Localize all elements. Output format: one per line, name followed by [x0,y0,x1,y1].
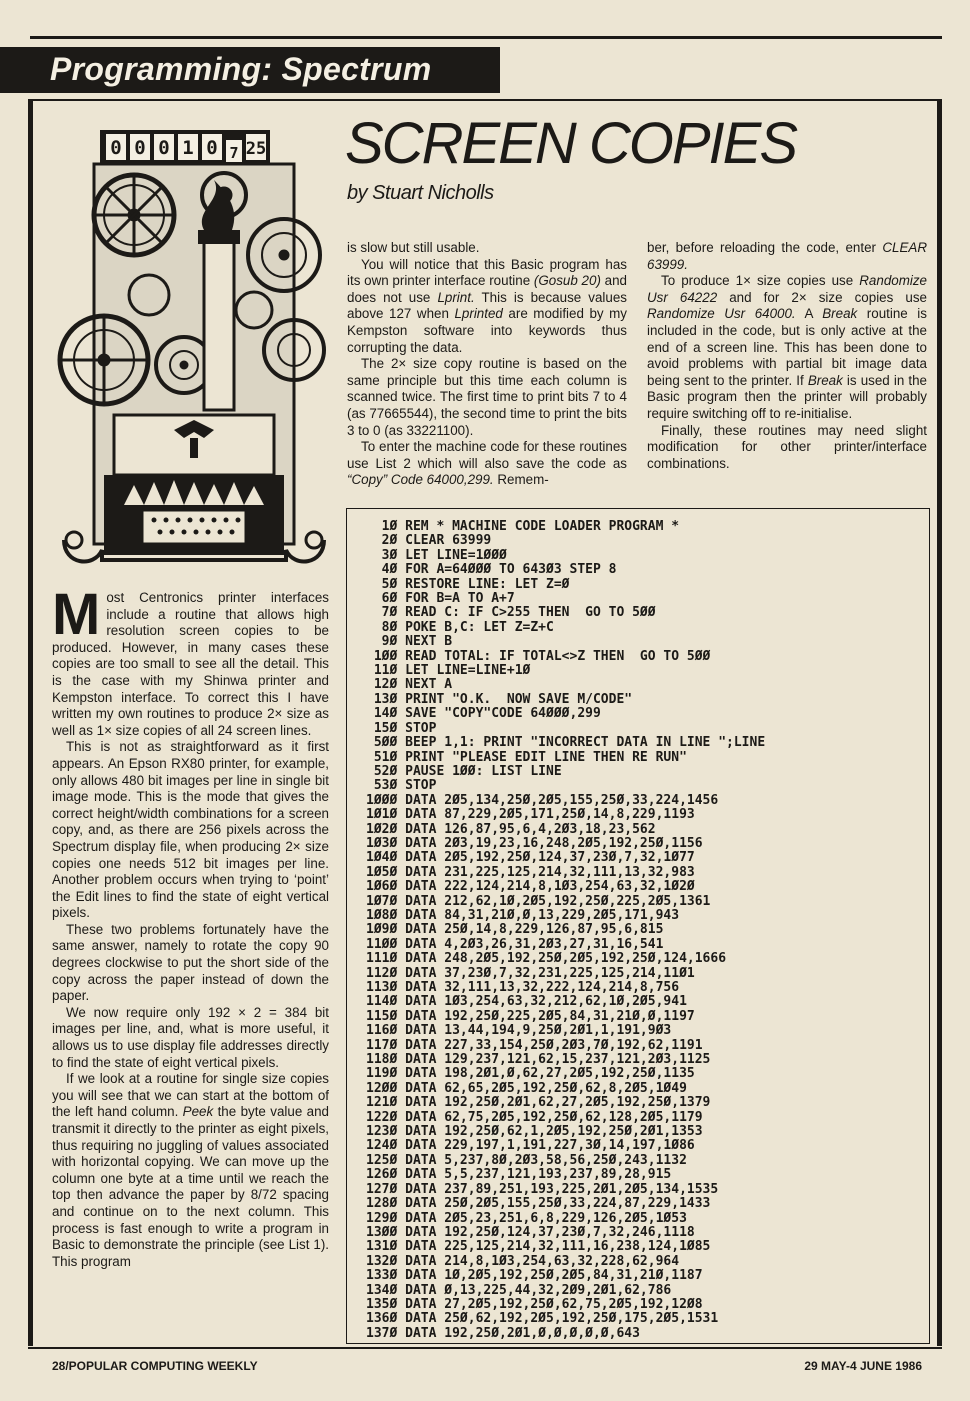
code-line: 111Ø DATA 248,2Ø5,192,25Ø,2Ø5,192,25Ø,124,1666 [366,951,727,967]
paragraph-text: A [795,306,823,322]
code-line: 118Ø DATA 129,237,121,62,15,237,121,2Ø3,1125 [366,1052,711,1068]
emphasis-text: Randomize Usr 64000. [647,306,796,322]
paragraph [52,582,329,739]
paragraph: These two problems fortunately have the same answer, namely to rotate the copy 90 degrees clockwise to put the short side of the copy across the paper instead of down the paper. [52,921,329,1004]
code-line: 8Ø POKE B,C: LET Z=Z+C [366,619,554,635]
code-line: 115Ø DATA 192,25Ø,225,2Ø5,84,31,21Ø,Ø,1197 [366,1008,695,1024]
counter-digit: 0 [110,137,122,159]
section-header: Programming: Spectrum [50,51,432,87]
code-line: 122Ø DATA 62,75,2Ø5,192,25Ø,62,128,2Ø5,1179 [366,1109,703,1125]
code-line: 124Ø DATA 229,197,1,191,227,3Ø,14,197,1Ø86 [366,1138,695,1154]
code-line: 9Ø NEXT B [366,634,453,650]
article-title: SCREEN COPIES [345,111,796,176]
code-line: 121Ø DATA 192,25Ø,2Ø1,62,27,2Ø5,192,25Ø,1379 [366,1095,711,1111]
emphasis-text: Randomize Usr 64222 [647,273,927,305]
code-line: 1Ø8Ø DATA 84,31,21Ø,Ø,13,229,2Ø5,171,943 [366,907,680,923]
paragraph-text: ost Centronics printer interfaces include a routine that allows high resolution screen copies to be produced. However, in many cases these copies are too small to see all the detail. This is the case with my Shinwa printer and Kempston interface. To correct this I have written my own routines to produce 2× size as well as 1× size copies of all 24 screen lines. [52,590,329,738]
code-line: 134Ø DATA Ø,13,225,44,32,2Ø9,2Ø1,62,786 [366,1282,672,1298]
emphasis-text: (Gosub 20) [533,273,601,289]
code-line: 1Ø2Ø DATA 126,87,95,6,4,2Ø3,18,23,562 [366,821,656,837]
code-line: 14Ø SAVE "COPY"CODE 64ØØØ,299 [366,706,601,722]
code-line: 1ØØØ DATA 2Ø5,134,25Ø,2Ø5,155,25Ø,33,224,1456 [366,792,719,808]
code-line: 11Ø LET LINE=LINE+1Ø [366,663,531,679]
paragraph-text: the byte value and transmit it directly to the printer as eight pixels, thus requiring no juggling of values associated with horizontal copying. We can move up the column one byte at a time until we reach the top then advance the paper by 8/72 spacing and continue on to the next column. This process is fast enough to write a program in Basic to demonstrate the principle (see List 1). This program [52,1104,329,1269]
code-line: 1Ø7Ø DATA 212,62,1Ø,2Ø5,192,25Ø,225,2Ø5,1361 [366,893,711,909]
code-line: 4Ø FOR A=64ØØØ TO 643Ø3 STEP 8 [366,562,617,578]
counter-digit: 0 [134,137,146,159]
footer-page-info: 28/POPULAR COMPUTING WEEKLY [52,1359,258,1373]
paragraph-text: If we look at a routine for single size copies you will see that we can start at the bottom of the left hand column. [52,1071,329,1120]
code-listing [366,520,926,1341]
code-line: 127Ø DATA 237,89,251,193,225,2Ø1,2Ø5,134,1535 [366,1181,719,1197]
paragraph-text: is used in the Basic program then the printer will probably require switching off to re-initialise. [647,372,927,421]
paragraph-text: You will notice that this Basic program has its own printer interface routine [347,256,627,289]
paragraph-text: To produce 1× size copies use [661,273,860,289]
column-1 [52,582,329,1270]
code-line: 1Ø REM * MACHINE CODE LOADER PROGRAM * [366,519,680,534]
code-line: 132Ø DATA 214,8,1Ø3,254,63,32,228,62,964 [366,1253,680,1269]
code-line: 114Ø DATA 1Ø3,254,63,32,212,62,1Ø,2Ø5,941 [366,994,687,1010]
paragraph [347,257,627,357]
emphasis-text: Peek [182,1104,214,1120]
code-line: 11ØØ DATA 4,2Ø3,26,31,2Ø3,27,31,16,541 [366,936,664,952]
code-line: 13Ø PRINT "O.K. NOW SAVE M/CODE" [366,691,633,707]
code-line: 133Ø DATA 1Ø,2Ø5,192,25Ø,2Ø5,84,31,21Ø,1187 [366,1268,703,1284]
code-line: 112Ø DATA 37,23Ø,7,32,231,225,125,214,11Ø1 [366,965,695,981]
frame-top-rule [28,99,942,101]
code-line: 5Ø RESTORE LINE: LET Z=Ø [366,576,570,592]
counter-end-digits: 25 [245,139,267,159]
counter-display [100,130,270,164]
code-line: 7Ø READ C: IF C>255 THEN GO TO 5ØØ [366,605,656,621]
paragraph [647,240,927,273]
paragraph-text: are modified by my Kempston software into keywords thus corrupting the data. [347,306,628,355]
paragraph-text: and for 2× size copies use [717,289,927,305]
code-line: 113Ø DATA 32,111,13,32,222,124,214,8,756 [366,980,680,995]
paragraph-text: Remem- [493,472,549,488]
code-line: 51Ø PRINT "PLEASE EDIT LINE THEN RE RUN" [366,749,687,765]
counter-digit: 0 [158,137,170,159]
code-line: 2Ø CLEAR 63999 [366,533,492,549]
emphasis-text: Lprint. [437,289,475,305]
code-line: 136Ø DATA 25Ø,62,192,2Ø5,192,25Ø,175,2Ø5,1531 [366,1311,719,1327]
code-line: 131Ø DATA 225,125,214,32,111,16,238,124,1Ø85 [366,1239,711,1255]
paragraph-text: routine is included in the code, but is only active at the end of a screen line. This has been done to avoid problems with partial bit image data being sent to the printer. If [647,306,927,388]
code-line: 128Ø DATA 25Ø,2Ø5,155,25Ø,33,224,87,229,1433 [366,1196,711,1212]
code-line: 1ØØ READ TOTAL: IF TOTAL<>Z THEN GO TO 5ØØ [366,648,711,664]
code-line: 1Ø9Ø DATA 25Ø,14,8,229,126,87,95,6,815 [366,922,664,938]
code-line: 13ØØ DATA 192,25Ø,124,37,23Ø,7,32,246,1118 [366,1224,695,1240]
code-line: 53Ø STOP [366,778,437,794]
code-line: 117Ø DATA 227,33,154,25Ø,2Ø3,7Ø,192,62,1191 [366,1037,703,1053]
code-line: 125Ø DATA 5,237,8Ø,2Ø3,58,56,25Ø,243,1132 [366,1152,687,1168]
code-line: 1Ø3Ø DATA 2Ø3,19,23,16,248,2Ø5,192,25Ø,1156 [366,835,703,851]
counter-digit: 0 [206,137,218,159]
paragraph [647,273,927,422]
column-3 [647,240,927,472]
counter-digit: 1 [182,137,194,159]
emphasis-text: CLEAR 63999. [647,240,927,272]
code-line: 123Ø DATA 192,25Ø,62,1,2Ø5,192,25Ø,2Ø1,1353 [366,1124,703,1140]
paragraph [52,1071,329,1270]
machine-illustration [54,120,334,580]
code-line: 116Ø DATA 13,44,194,9,25Ø,2Ø1,1,191,9Ø3 [366,1023,672,1039]
paragraph: The 2× size copy routine is based on the same principle but this time each column is scanned twice. The first time to print bits 7 to 4 (as 77665544), the second time to print the bits 3 to 0 (as 33221100). [347,356,627,438]
emphasis-text: Break [807,372,843,388]
top-rule [30,36,942,39]
counter-small-digit: 7 [229,144,239,162]
section-header-bar [0,47,500,93]
code-line: 135Ø DATA 27,2Ø5,192,25Ø,62,75,2Ø5,192,12Ø8 [366,1296,703,1312]
code-line: 3Ø LET LINE=1ØØØ [366,547,507,563]
code-line: 52Ø PAUSE 1ØØ: LIST LINE [366,763,562,779]
paragraph: Finally, these routines may need slight modification for other printer/interface combinations. [647,422,927,471]
code-line: 129Ø DATA 2Ø5,23,251,6,8,229,126,2Ø5,1Ø53 [366,1210,687,1226]
column-2 [347,240,627,489]
frame-left-rule [28,100,33,1346]
code-line: 1Ø6Ø DATA 222,124,214,8,1Ø3,254,63,32,1Ø2Ø [366,879,695,895]
code-line: 5ØØ BEEP 1,1: PRINT "INCORRECT DATA IN LINE ";LINE [366,735,766,751]
code-line: 15Ø STOP [366,720,437,736]
code-line: 12ØØ DATA 62,65,2Ø5,192,25Ø,62,8,2Ø5,1Ø49 [366,1080,687,1096]
frame-bottom-rule [28,1347,942,1349]
footer-date: 29 MAY-4 JUNE 1986 [804,1359,922,1373]
code-line: 12Ø NEXT A [366,677,453,693]
paragraph: We now require only 192 × 2 = 384 bit images per line, and, what is more useful, it allows us to use display file addresses directly to find the state of eight vertical pixels. [52,1004,329,1070]
emphasis-text: “Copy” Code 64000,299. [347,472,494,488]
drop-cap: M [52,582,101,647]
paragraph: is slow but still usable. [347,240,480,255]
code-line: 1Ø1Ø DATA 87,229,2Ø5,171,25Ø,14,8,229,1193 [366,807,695,823]
code-line: 1Ø4Ø DATA 2Ø5,192,25Ø,124,37,23Ø,7,32,1Ø77 [366,850,695,866]
code-line: 119Ø DATA 198,2Ø1,Ø,62,27,2Ø5,192,25Ø,1135 [366,1066,695,1082]
frame-right-rule [937,100,942,1346]
paragraph-text: ber, before reloading the code, enter [647,240,883,255]
paragraph-text: This is because values above 127 when [347,289,627,322]
paragraph: This is not as straightforward as it first appears. An Epson RX80 printer, for example, only allows 480 bit images per line in single bit image mode. This is the mode that gives the correct height/width combinations for a screen copy, and, as there are 256 pixels across the Spectrum display file, when producing 2× size copies one needs 512 bit images per line. Another problem occurs when trying to ‘point’ the Edit lines to find the state of eight vertical pixels. [52,739,329,921]
paragraph [347,439,627,489]
emphasis-text: Lprinted [454,306,503,322]
code-line: 137Ø DATA 192,25Ø,2Ø1,Ø,Ø,Ø,Ø,Ø,643 [366,1325,640,1341]
code-line: 6Ø FOR B=A TO A+7 [366,591,515,607]
article-byline: by Stuart Nicholls [347,182,494,204]
paragraph-text: and does not use [347,273,627,305]
paragraph-text: To enter the machine code for these routines use List 2 which will also save the code as [347,439,627,471]
code-line: 1Ø5Ø DATA 231,225,125,214,32,111,13,32,983 [366,864,695,880]
code-line: 126Ø DATA 5,5,237,121,193,237,89,28,915 [366,1167,672,1183]
emphasis-text: Break [822,306,858,322]
